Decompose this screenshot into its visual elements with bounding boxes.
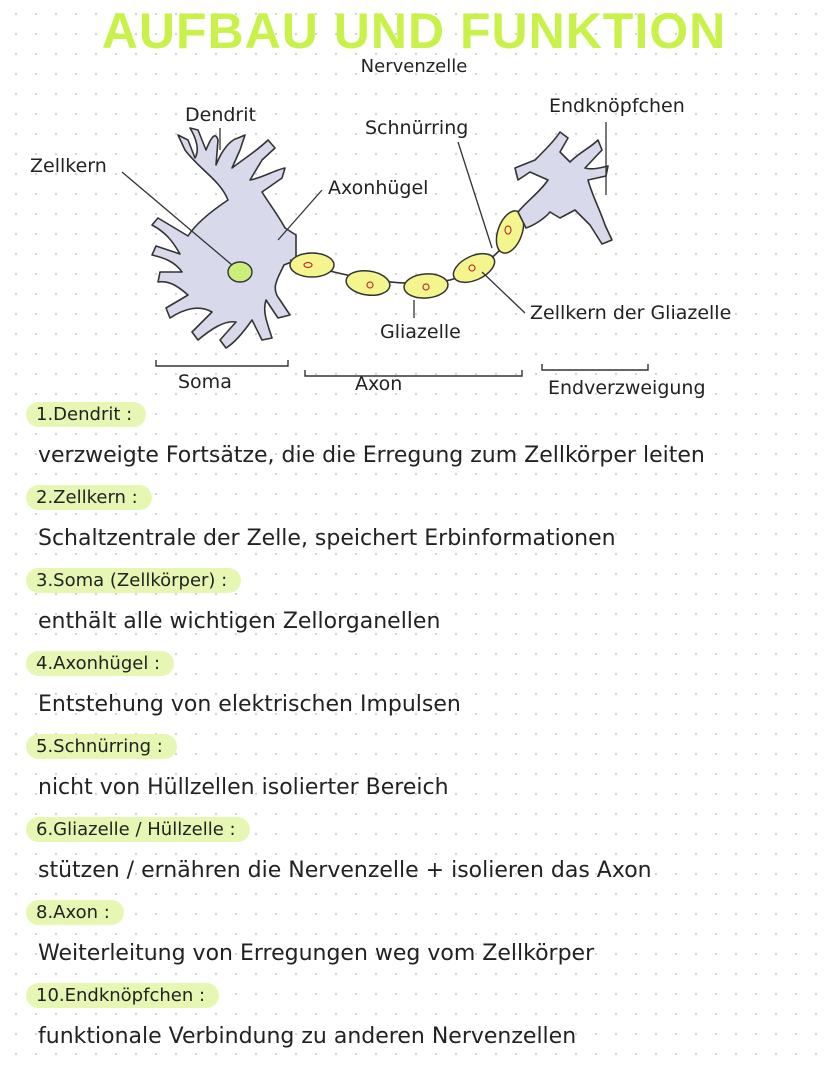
label-endknoepfchen: Endknöpfchen: [549, 95, 685, 117]
definition-item: [0, 896, 828, 979]
definition-item: [0, 979, 828, 1062]
soma-shape: [152, 128, 296, 348]
page-subtitle: Nervenzelle: [360, 56, 468, 77]
label-endverzweigung: Endverzweigung: [548, 377, 706, 399]
definition-text: Entstehung von elektrischen Impulsen: [38, 692, 461, 717]
axon-terminal-shape: [515, 132, 612, 244]
definition-term: 1.Dendrit :: [26, 402, 146, 427]
definition-text: nicht von Hüllzellen isolierter Bereich: [38, 775, 449, 800]
definition-text: Weiterleitung von Erregungen weg vom Zellkörper: [38, 941, 595, 966]
definition-term: 2.Zellkern :: [26, 485, 152, 510]
definition-term: 6.Gliazelle / Hüllzelle :: [26, 817, 250, 842]
definition-text: funktionale Verbindung zu anderen Nervenzellen: [38, 1024, 577, 1049]
definition-text: stützen / ernähren die Nervenzelle + isolieren das Axon: [38, 858, 652, 883]
label-dendrit: Dendrit: [185, 104, 256, 126]
definitions-list: [0, 398, 828, 1062]
definition-term: 10.Endknöpfchen :: [26, 983, 219, 1008]
label-schnuerring: Schnürring: [365, 117, 469, 139]
label-axonhuegel: Axonhügel: [328, 177, 429, 199]
definition-item: [0, 647, 828, 730]
definition-item: [0, 564, 828, 647]
definition-term: 4.Axonhügel :: [26, 651, 174, 676]
definition-term: 5.Schnürring :: [26, 734, 177, 759]
neuron-diagram: [0, 0, 828, 400]
label-axon: Axon: [355, 373, 403, 395]
definition-item: [0, 481, 828, 564]
definition-item: [0, 398, 828, 481]
page-title: AUFBAU UND FUNKTION: [101, 3, 727, 59]
label-zellkern-glia: Zellkern der Gliazelle: [530, 302, 732, 324]
label-soma: Soma: [178, 371, 232, 393]
definition-text: Schaltzentrale der Zelle, speichert Erbinformationen: [38, 526, 616, 551]
definition-text: enthält alle wichtigen Zellorganellen: [38, 609, 441, 634]
definition-term: 3.Soma (Zellkörper) :: [26, 568, 241, 593]
definition-item: [0, 730, 828, 813]
label-gliazelle: Gliazelle: [380, 321, 461, 343]
definition-text: verzweigte Fortsätze, die die Erregung zum Zellkörper leiten: [38, 443, 705, 468]
definition-item: [0, 813, 828, 896]
definition-term: 8.Axon :: [26, 900, 124, 925]
label-zellkern: Zellkern: [30, 155, 107, 177]
glia-cells: [290, 207, 529, 299]
